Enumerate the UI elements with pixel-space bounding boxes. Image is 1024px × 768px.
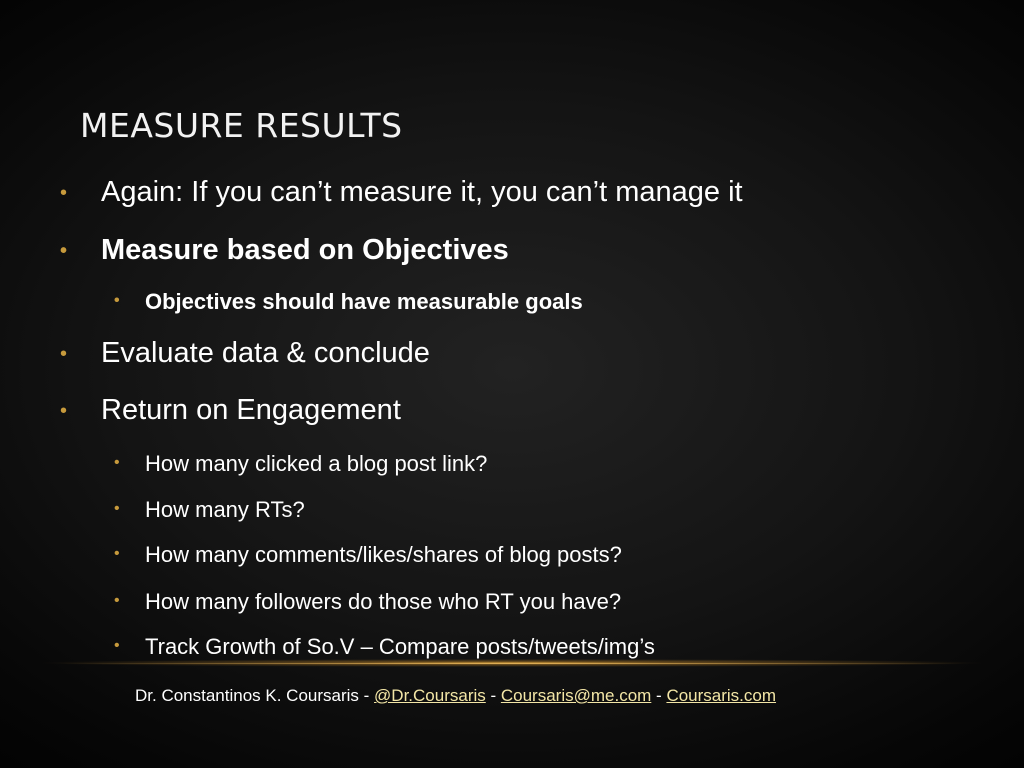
bullet-text: Measure based on Objectives [101, 234, 509, 266]
bullet-dot: • [114, 545, 120, 562]
bullet-dot: • [60, 240, 68, 262]
footer-twitter-link[interactable]: @Dr.Coursaris [374, 686, 486, 705]
bullet-dot: • [60, 400, 68, 422]
bullet-text: How many comments/likes/shares of blog posts? [145, 542, 622, 567]
bullet-text: How many clicked a blog post link? [145, 451, 488, 476]
bullet-text: How many followers do those who RT you have? [145, 589, 622, 614]
bullet-dot: • [114, 637, 120, 654]
bullet-dot: • [114, 500, 120, 517]
bullet-text: Track Growth of So.V – Compare posts/tweets/img’s [145, 634, 655, 659]
bullet-text: Again: If you can’t measure it, you can’t manage it [101, 176, 743, 208]
bullet-dot: • [60, 182, 68, 204]
bullet-text: Evaluate data & conclude [101, 337, 430, 369]
footer-separator: - [485, 686, 501, 705]
footer-website-link[interactable]: Coursaris.com [666, 686, 777, 705]
slide-title: MEASURE RESULTS [80, 106, 403, 145]
bullet-dot: • [60, 343, 68, 365]
footer-email-link[interactable]: Coursaris@me.com [500, 686, 652, 705]
footer [135, 686, 776, 706]
bullet-dot: • [114, 592, 120, 609]
bullet-dot: • [114, 292, 120, 309]
footer-separator: - [651, 686, 667, 705]
bullet-text: How many RTs? [145, 497, 305, 522]
bullet-text: Objectives should have measurable goals [145, 289, 583, 314]
footer-divider-line [60, 663, 964, 664]
footer-author: Dr. Constantinos K. Coursaris - [135, 686, 375, 705]
bullet-dot: • [114, 454, 120, 471]
bullet-text: Return on Engagement [101, 394, 401, 426]
